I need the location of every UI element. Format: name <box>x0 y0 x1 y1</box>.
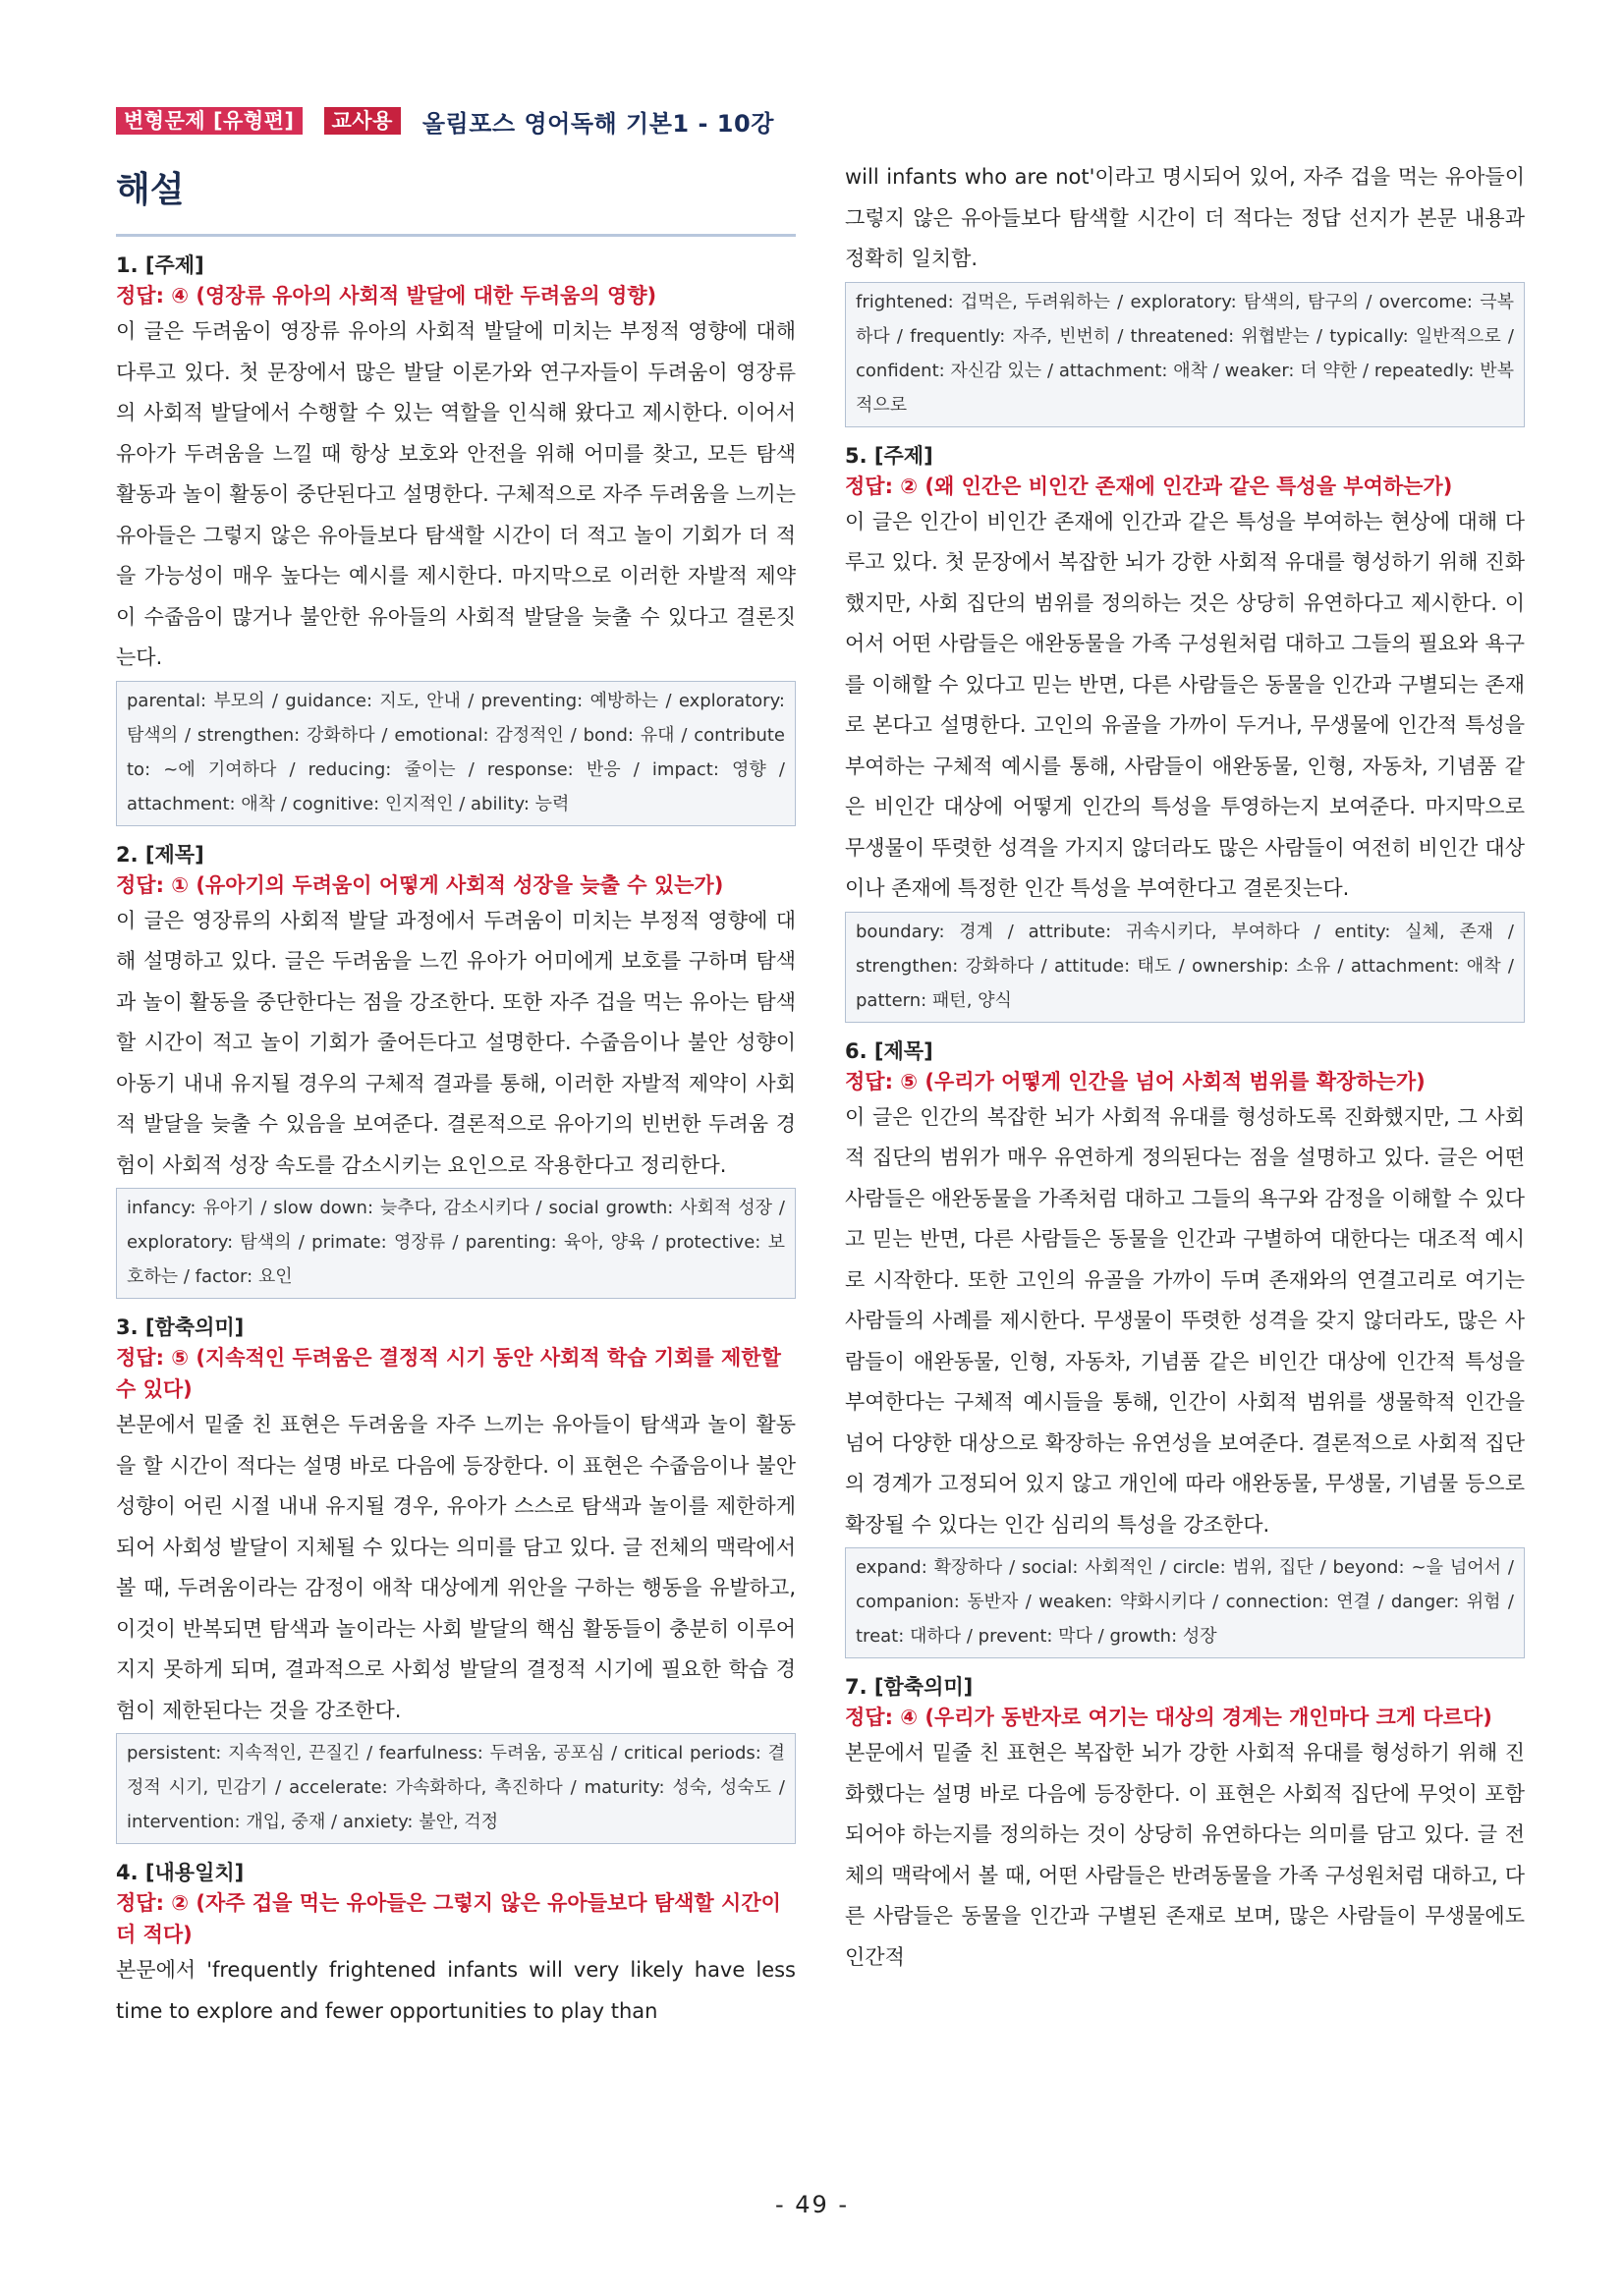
explanation-text: 이 글은 영장류의 사회적 발달 과정에서 두려움이 미치는 부정적 영향에 대해 설명하고 있다. 글은 두려움을 느낀 유아가 어미에게 보호를 구하며 탐색과 놀이 활동을 중단한다는 점을 강조한다. 또한 자주 겁을 먹는 유아는 탐색할 시간이 적고 놀이 기회가 줄어든다고 설명한다. 수줍음이나 불안 성향이 아동기 내내 유지될 경우의 구체적 결과를 통해, 이러한 자발적 제약이 사회적 발달을 늦출 수 있음을 보여준다. 결론적으로 유아기의 빈번한 두려움 경험이 사회적 성장 속도를 감소시키는 요인으로 작용한다고 정리한다. <box>116 908 796 1177</box>
vocab-box: infancy: 유아기 / slow down: 늦추다, 감소시키다 / social growth: 사회적 성장 / exploratory: 탐색의 / primate: 영장류 / parenting: 육아, 양육 / protective: 보호하는 / factor: 요인 <box>116 1188 796 1299</box>
question-1 <box>116 251 796 826</box>
answer-line: 정답: ⑤ (우리가 어떻게 인간을 넘어 사회적 범위를 확장하는가) <box>845 1069 1426 1093</box>
page-header <box>116 106 774 136</box>
answer-line: 정답: ① (유아기의 두려움이 어떻게 사회적 성장을 늦출 수 있는가) <box>116 872 724 897</box>
vocab-box: persistent: 지속적인, 끈질긴 / fearfulness: 두려움, 공포심 / critical periods: 결정적 시기, 민감기 / accelerate: 가속화하다, 촉진하다 / maturity: 성숙, 성숙도 / intervention: 개입, 중재 / anxiety: 불안, 걱정 <box>116 1733 796 1844</box>
question-label: 6. [제목] <box>845 1038 933 1063</box>
question-label: 5. [주제] <box>845 443 933 468</box>
question-label: 3. [함축의미] <box>116 1316 245 1339</box>
vocab-box: expand: 확장하다 / social: 사회적인 / circle: 범위, 집단 / beyond: ~을 넘어서 / companion: 동반자 / weaken: 약화시키다 / connection: 연결 / danger: 위험 / treat: 대하다 / prevent: 막다 / growth: 성장 <box>845 1547 1525 1658</box>
explanation-text: 본문에서 밑줄 친 표현은 두려움을 자주 느끼는 유아들이 탐색과 놀이 활동을 할 시간이 적다는 설명 바로 다음에 등장한다. 이 표현은 수줍음이나 불안 성향이 어린 시절 내내 유지될 경우, 유아가 스스로 탐색과 놀이를 제한하게 되어 사회성 발달이 지체될 수 있다는 의미를 담고 있다. 글 전체의 맥락에서 볼 때, 두려움이라는 감정이 애착 대상에게 위안을 구하는 행동을 유발하고, 이것이 반복되면 탐색과 놀이라는 사회 발달의 핵심 활동들이 충분히 이루어지지 못하게 되며, 결과적으로 사회성 발달의 결정적 시기에 필요한 학습 경험이 제한된다는 것을 강조한다. <box>116 1413 796 1722</box>
answer-line: 정답: ⑤ (지속적인 두려움은 결정적 시기 동안 사회적 학습 기회를 제한할 수 있다) <box>116 1346 781 1401</box>
vocab-box: frightened: 겁먹은, 두려워하는 / exploratory: 탐색의, 탐구의 / overcome: 극복하다 / frequently: 자주, 빈번히 / threatened: 위협받는 / typically: 일반적으로 / confident: 자신감 있는 / attachment: 애착 / weaker: 더 약한 / repeatedly: 반복적으로 <box>845 282 1525 427</box>
answer-line: 정답: ④ (영장류 유아의 사회적 발달에 대한 두려움의 영향) <box>116 284 657 308</box>
explanation-text: 이 글은 인간의 복잡한 뇌가 사회적 유대를 형성하도록 진화했지만, 그 사회적 집단의 범위가 매우 유연하게 정의된다는 점을 설명하고 있다. 글은 어떤 사람들은 애완동물을 가족처럼 대하고 그들의 욕구와 감정을 이해할 수 있다고 믿는 반면, 다른 사람들은 동물을 인간과 구별하여 대한다는 대조적 예시로 시작한다. 또한 고인의 유골을 가까이 두며 존재와의 연결고리로 여기는 사람들의 사례를 제시한다. 무생물이 뚜렷한 성격을 갖지 않더라도, 많은 사람들이 애완동물, 인형, 자동차, 기념품 같은 비인간 대상에 인간적 특성을 부여한다는 구체적 예시들을 통해, 인간이 사회적 범위를 생물학적 인간을 넘어 다양한 대상으로 확장하는 유연성을 보여준다. 결론적으로 사회적 집단의 경계가 고정되어 있지 않고 개인에 따라 애완동물, 무생물, 기념물 등으로 확장될 수 있다는 인간 심리의 특성을 강조한다. <box>845 1104 1525 1537</box>
explanation-text: 이 글은 인간이 비인간 존재에 인간과 같은 특성을 부여하는 현상에 대해 다루고 있다. 첫 문장에서 복잡한 뇌가 강한 사회적 유대를 형성하기 위해 진화했지만, 사회 집단의 범위를 정의하는 것은 상당히 유연하다고 제시한다. 이어서 어떤 사람들은 애완동물을 가족 구성원처럼 대하고 그들의 필요와 욕구를 이해할 수 있다고 믿는 반면, 다른 사람들은 동물을 인간과 구별되는 존재로 본다고 설명한다. 고인의 유골을 가까이 두거나, 무생물에 인간적 특성을 부여하는 구체적 예시를 통해, 사람들이 애완동물, 인형, 자동차, 기념품 같은 비인간 대상에 어떻게 인간의 특성을 투영하는지 보여준다. 마지막으로 무생물이 뚜렷한 성격을 가지지 않더라도 많은 사람들이 여전히 비인간 대상이나 존재에 특정한 인간 특성을 부여한다고 결론짓는다. <box>845 509 1525 900</box>
page-heading: 해설 <box>116 170 185 210</box>
category-tag: 변형문제 [유형편] <box>116 107 303 135</box>
question-label: 4. [내용일치] <box>116 1861 245 1884</box>
question-2 <box>116 840 796 1300</box>
answer-line: 정답: ④ (우리가 동반자로 여기는 대상의 경계는 개인마다 크게 다르다) <box>845 1706 1492 1729</box>
explanation-text: 이 글은 두려움이 영장류 유아의 사회적 발달에 미치는 부정적 영향에 대해 다루고 있다. 첫 문장에서 많은 발달 이론가와 연구자들이 두려움이 영장류의 사회적 발달에서 수행할 수 있는 역할을 인식해 왔다고 제시한다. 이어서 유아가 두려움을 느낄 때 항상 보호와 안전을 위해 어미를 찾고, 모든 탐색 활동과 놀이 활동이 중단된다고 설명한다. 구체적으로 자주 두려움을 느끼는 유아들은 그렇지 않은 유아들보다 탐색할 시간이 더 적고 놀이 기회가 더 적을 가능성이 매우 높다는 예시를 제시한다. 마지막으로 이러한 자발적 제약이 수줍음이 많거나 불안한 유아들의 사회적 발달을 늦출 수 있다고 결론짓는다. <box>116 319 796 669</box>
book-title: 올림포스 영어독해 기본1 - 10강 <box>421 109 774 138</box>
vocab-box: parental: 부모의 / guidance: 지도, 안내 / preventing: 예방하는 / exploratory: 탐색의 / strengthen: 강화하다 / emotional: 감정적인 / bond: 유대 / contribute to: ~에 기여하다 / reducing: 줄이는 / response: 반응 / impact: 영향 / attachment: 애착 / cognitive: 인지적인 / ability: 능력 <box>116 681 796 826</box>
page-number: - 49 - <box>774 2191 850 2218</box>
explanation-text: 본문에서 밑줄 친 표현은 복잡한 뇌가 강한 사회적 유대를 형성하기 위해 진화했다는 설명 바로 다음에 등장한다. 이 표현은 사회적 집단에 무엇이 포함되어야 하는지를 정의하는 것이 상당히 유연하다는 의미를 담고 있다. 글 전체의 맥락에서 볼 때, 어떤 사람들은 반려동물을 가족 구성원처럼 대하고, 다른 사람들은 동물을 인간과 구별된 존재로 보며, 많은 사람들이 무생물에도 인간적 <box>845 1741 1525 1969</box>
answer-line: 정답: ② (왜 인간은 비인간 존재에 인간과 같은 특성을 부여하는가) <box>845 474 1453 498</box>
explanation-text-continued: will infants who are not'이라고 명시되어 있어, 자주 겁을 먹는 유아들이 그렇지 않은 유아들보다 탐색할 시간이 더 적다는 정답 선지가 본문 내용과 정확히 일치함. <box>845 165 1525 270</box>
question-7 <box>845 1672 1525 1978</box>
question-3 <box>116 1313 796 1844</box>
right-column <box>845 157 1525 1978</box>
explanation-text: 본문에서 'frequently frightened infants will very likely have less time to explore and fewer opportunities to play than <box>116 1958 796 2023</box>
question-6 <box>845 1036 1525 1659</box>
question-label: 1. [주제] <box>116 253 204 277</box>
answer-line: 정답: ② (자주 겁을 먹는 유아들은 그렇지 않은 유아들보다 탐색할 시간이 더 적다) <box>116 1891 781 1946</box>
teacher-tag: 교사용 <box>324 107 401 135</box>
question-label: 7. [함축의미] <box>845 1675 974 1699</box>
vocab-box: boundary: 경계 / attribute: 귀속시키다, 부여하다 / entity: 실체, 존재 / strengthen: 강화하다 / attitude: 태도 / ownership: 소유 / attachment: 애착 / pattern: 패턴, 양식 <box>845 912 1525 1023</box>
question-label: 2. [제목] <box>116 842 204 867</box>
question-5 <box>845 441 1525 1023</box>
heading-divider <box>116 234 796 237</box>
question-4 <box>116 1858 796 2032</box>
left-column <box>116 157 796 2032</box>
